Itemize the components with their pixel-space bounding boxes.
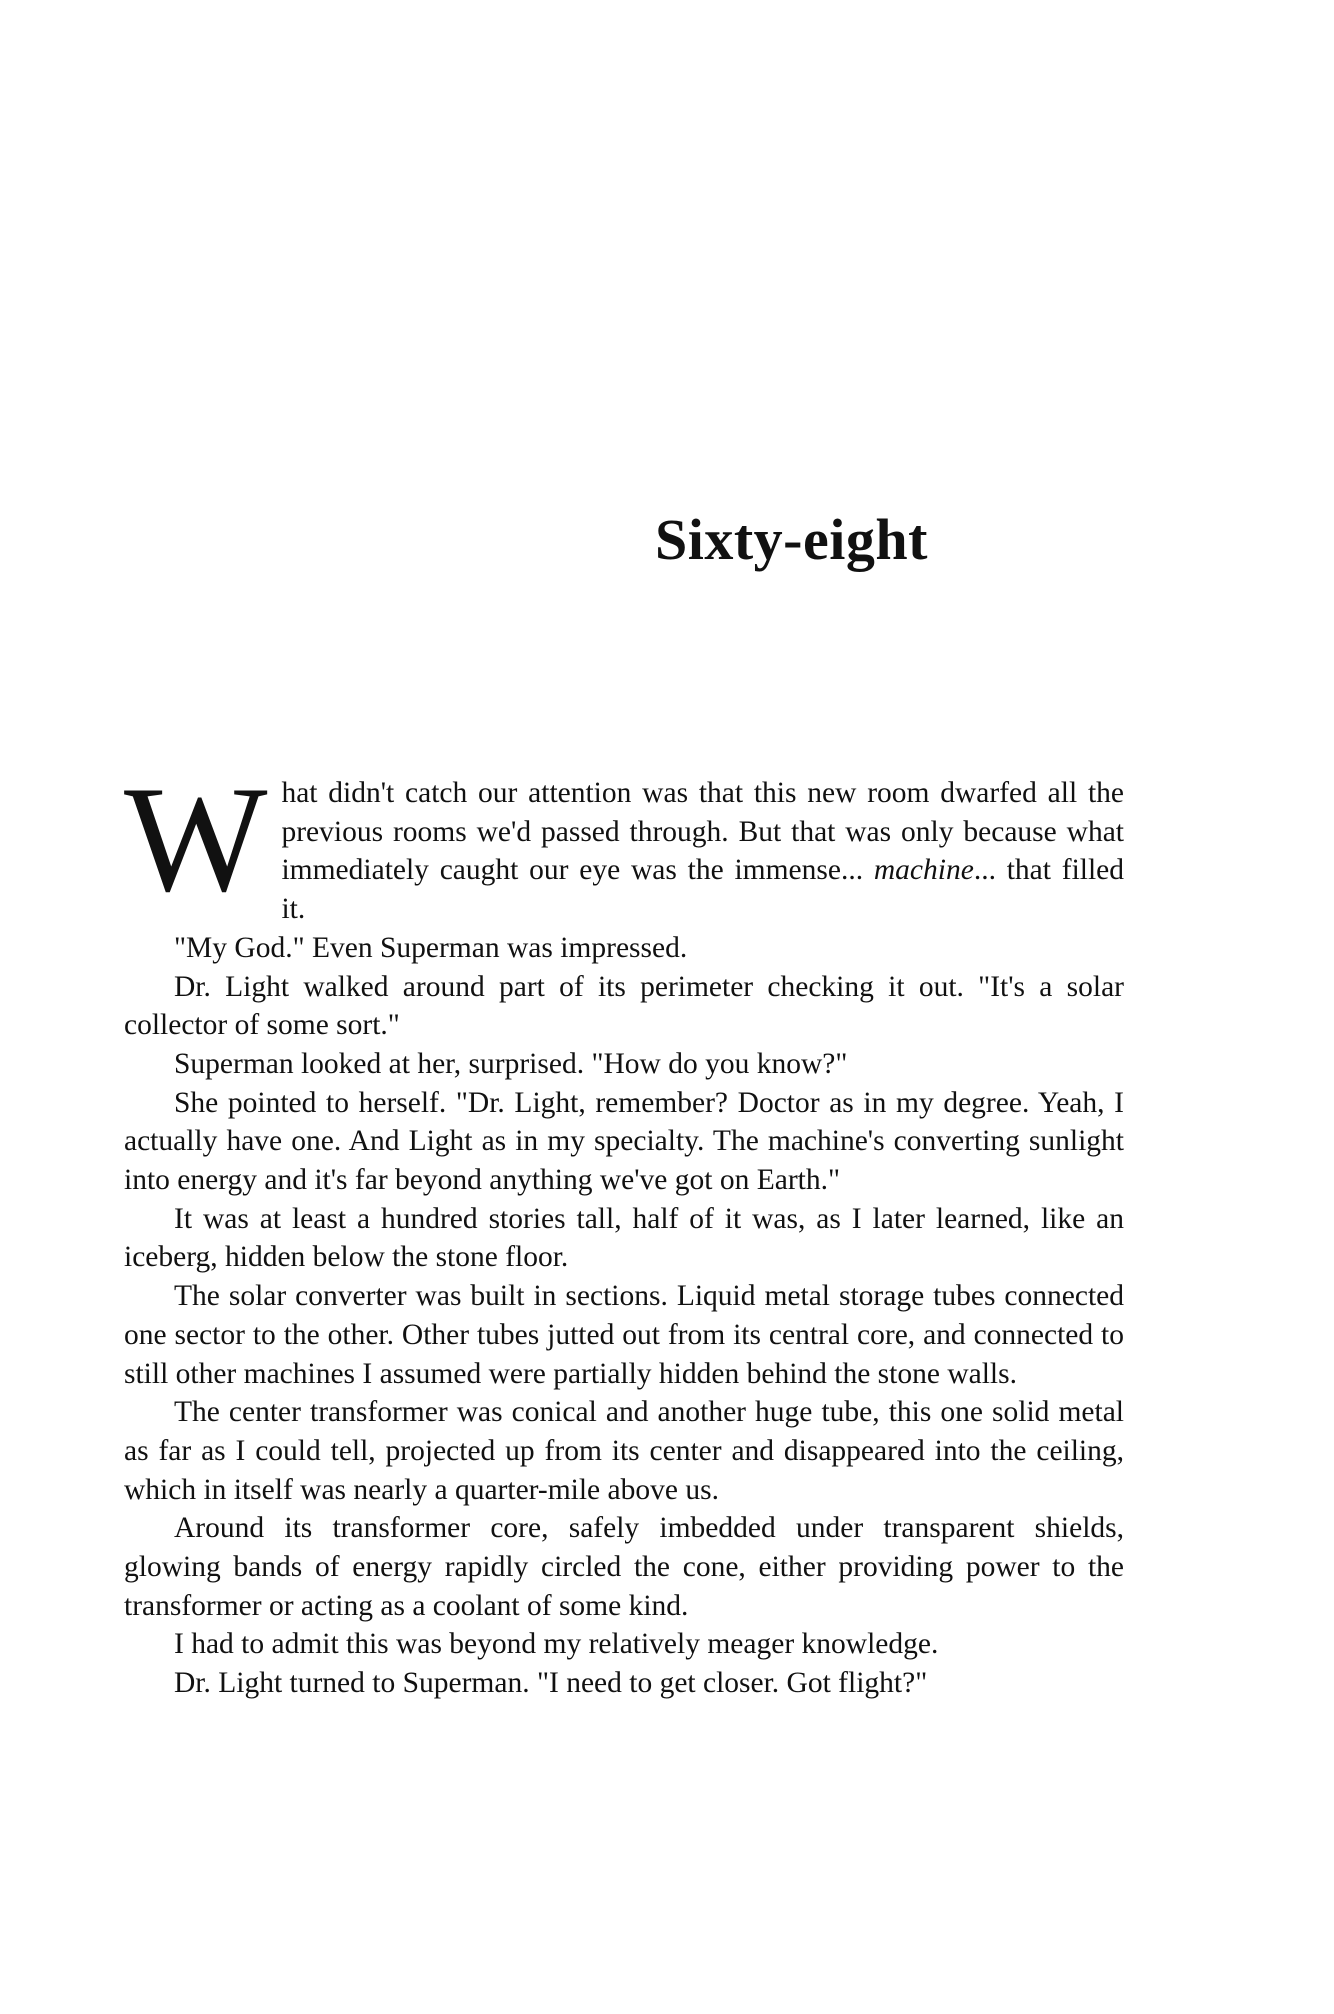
- chapter-body: [124, 755, 1124, 1703]
- paragraph-7: The solar converter was built in sections. Liquid metal storage tubes connected one sector to the other. Other tubes jutted out from its central core, and connected to still other machines I assumed were partially hidden behind the stone walls.: [124, 1280, 1124, 1390]
- paragraph-2: "My God." Even Superman was impressed.: [174, 931, 688, 964]
- paragraph-1-italic: machine: [873, 854, 974, 887]
- chapter-title: Sixty-eight: [655, 507, 928, 572]
- paragraph-5: She pointed to herself. "Dr. Light, remember? Doctor as in my degree. Yeah, I actually have one. And Light as in my specialty. The machine's converting sunlight into energy and it's far beyond anything we've got on Earth.": [124, 1086, 1124, 1197]
- paragraph-1: [124, 755, 1124, 929]
- paragraph-1-text: hat didn't catch our attention was that this new room dwarfed all the previous rooms we'd passed through. But that was only because what immediately caught our eye was the immense...: [281, 777, 1124, 887]
- paragraph-6: It was at least a hundred stories tall, half of it was, as I later learned, like an iceberg, hidden below the stone floor.: [124, 1202, 1124, 1274]
- paragraph-11: Dr. Light turned to Superman. "I need to get closer. Got flight?": [174, 1667, 928, 1700]
- drop-cap: W: [124, 755, 268, 923]
- paragraph-3: Dr. Light walked around part of its perimeter checking it out. "It's a solar collector of some sort.": [124, 970, 1124, 1042]
- paragraph-4: Superman looked at her, surprised. "How do you know?": [174, 1047, 848, 1080]
- paragraph-10: I had to admit this was beyond my relatively meager knowledge.: [174, 1628, 939, 1661]
- paragraph-8: The center transformer was conical and another huge tube, this one solid metal as far as I could tell, projected up from its center and disappeared into the ceiling, which in itself was nearly a quarter-mile above us.: [124, 1396, 1124, 1506]
- paragraph-9: Around its transformer core, safely imbedded under transparent shields, glowing bands of energy rapidly circled the cone, either providing power to the transformer or acting as a coolant of some kind.: [124, 1512, 1124, 1622]
- paragraph-1-end: ... that filled it.: [281, 854, 1124, 926]
